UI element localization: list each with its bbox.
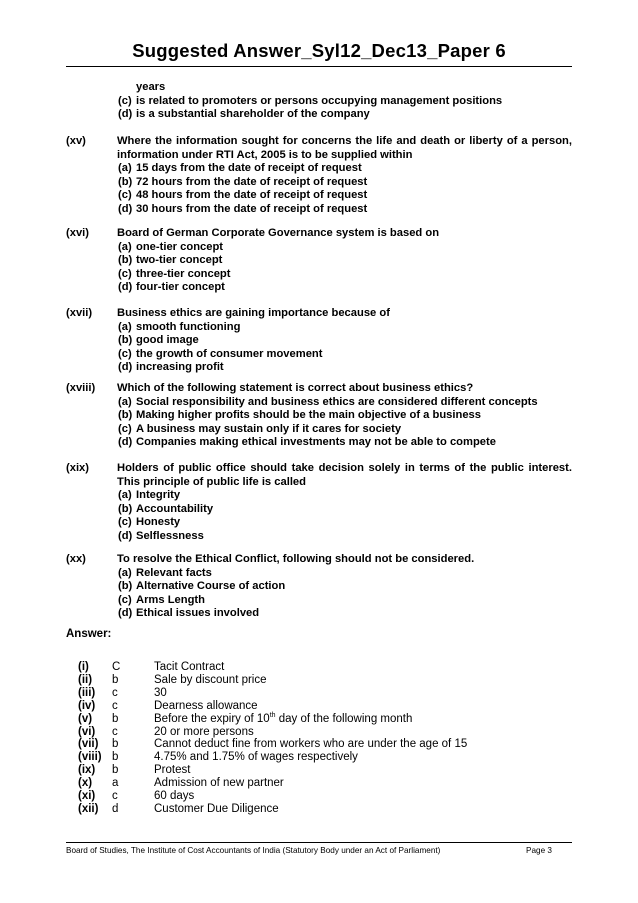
answer-letter: b [112, 712, 119, 725]
question-stem-block [66, 382, 572, 396]
answer-number: (iii) [78, 686, 96, 699]
answer-number: (x) [78, 777, 93, 790]
option-text: 48 hours from the date of receipt of request [136, 189, 368, 201]
option-letter: (c) [118, 593, 132, 606]
option-letter: (d) [118, 436, 133, 448]
option-text: three-tier concept [136, 267, 231, 280]
answer-number: (v) [78, 712, 93, 725]
question-number: (xv) [66, 135, 86, 147]
option-letter: (d) [118, 607, 133, 619]
option-line [118, 281, 225, 295]
option-line [118, 189, 367, 203]
answer-letter: c [112, 725, 118, 738]
option-letter: (d) [118, 202, 133, 215]
option-letter: (d) [118, 281, 133, 293]
option-text: 30 hours from the date of receipt of request [136, 202, 368, 215]
question-stem-block [66, 135, 572, 162]
option-text: Honesty [136, 516, 181, 528]
option-text: smooth functioning [136, 320, 241, 333]
option-line [118, 334, 199, 348]
answer-letter: b [112, 751, 119, 764]
option-text: Alternative Course of action [136, 580, 286, 592]
option-line [118, 594, 205, 608]
option-text: is related to promoters or persons occupying management positions [136, 94, 503, 107]
answer-text [154, 674, 267, 688]
answer-text [154, 713, 412, 727]
footer-page-number: Page 3 [526, 846, 552, 855]
answer-text [154, 700, 258, 714]
question-stem-block [66, 553, 572, 567]
option-line [118, 176, 367, 190]
answer-letter: c [112, 686, 118, 699]
option-letter: (c) [118, 94, 132, 107]
question-stem: To resolve the Ethical Conflict, following should not be considered. [117, 553, 475, 565]
option-text: Arms Length [136, 593, 205, 606]
question-stem: Which of the following statement is correct about business ethics? [117, 382, 474, 394]
option-text: Social responsibility and business ethics are considered different concepts [136, 395, 538, 408]
option-line [118, 241, 223, 255]
answer-text-main: Tacit Contract [154, 661, 225, 673]
question-stem-block [66, 462, 572, 489]
option-letter: (a) [118, 162, 132, 174]
answer-text-main: Dearness allowance [154, 699, 258, 712]
option-line [118, 203, 367, 217]
option-letter: (d) [118, 529, 133, 542]
option-letter: (a) [118, 320, 132, 333]
answer-number: (vii) [78, 738, 99, 751]
option-letter: (c) [118, 516, 132, 528]
answer-number: (ii) [78, 673, 93, 686]
option-line [118, 254, 222, 268]
option-text: Selflessness [136, 529, 204, 542]
option-line [118, 580, 285, 594]
option-text: A business may sustain only if it cares for society [136, 422, 402, 435]
answer-superscript: th [269, 711, 276, 719]
answer-text-main: Cannot deduct fine from workers who are under the age of 15 [154, 738, 468, 751]
answer-text [154, 687, 167, 701]
option-letter: (c) [118, 422, 132, 435]
option-line [118, 516, 180, 530]
option-text: increasing profit [136, 361, 224, 373]
option-line [118, 489, 180, 503]
answer-text-tail: day of the following month [275, 712, 413, 725]
question-number: (xvi) [66, 227, 90, 239]
answer-text [154, 764, 190, 778]
answer-letter: b [112, 738, 119, 751]
question-number: (xvii) [66, 307, 93, 319]
header-divider [66, 66, 572, 67]
option-letter: (a) [118, 240, 132, 253]
option-letter: (a) [118, 566, 132, 579]
question-stem-block [66, 307, 572, 321]
answer-number: (ix) [78, 764, 96, 777]
page-header-title: Suggested Answer_Syl12_Dec13_Paper 6 [132, 40, 506, 61]
option-line [118, 361, 224, 375]
answer-text [154, 803, 279, 817]
option-line [118, 95, 502, 109]
answer-text-main: 4.75% and 1.75% of wages respectively [154, 751, 358, 764]
option-text: is a substantial shareholder of the company [136, 108, 370, 120]
option-letter: (b) [118, 502, 133, 515]
answer-text [154, 661, 224, 675]
option-line [118, 436, 496, 450]
option-line [118, 607, 259, 621]
question-stem: Holders of public office should take decision solely in terms of the public interest. This principle of public life is called [117, 462, 572, 488]
answer-text-main: Customer Due Diligence [154, 802, 279, 815]
option-line [118, 268, 231, 282]
answer-letter: c [112, 790, 118, 802]
option-letter: (d) [118, 108, 133, 120]
option-text: Ethical issues involved [136, 607, 260, 619]
option-letter: (b) [118, 409, 133, 421]
answer-text-main: Admission of new partner [154, 777, 284, 790]
continuation-line: years [136, 81, 166, 93]
question-stem-block [66, 227, 572, 241]
option-text: Relevant facts [136, 566, 212, 579]
option-line [118, 396, 538, 410]
answer-number: (vi) [78, 725, 96, 738]
answer-number: (i) [78, 661, 89, 673]
answer-text-main: 30 [154, 686, 167, 699]
answer-number: (iv) [78, 699, 96, 712]
option-text: the growth of consumer movement [136, 347, 323, 360]
option-letter: (c) [118, 267, 132, 280]
option-line [118, 108, 370, 122]
answer-letter: b [112, 673, 119, 686]
option-text: Companies making ethical investments may not be able to compete [136, 436, 496, 448]
option-letter: (b) [118, 334, 133, 346]
option-letter: (b) [118, 175, 133, 188]
answer-text-main: Sale by discount price [154, 673, 267, 686]
question-number: (xx) [66, 553, 86, 565]
option-text: 15 days from the date of receipt of request [136, 162, 362, 174]
option-letter: (c) [118, 347, 132, 360]
option-line [118, 348, 322, 362]
question-stem: Business ethics are gaining importance because of [117, 307, 390, 319]
question-stem: Board of German Corporate Governance system is based on [117, 227, 440, 239]
option-text: one-tier concept [136, 240, 224, 253]
option-letter: (b) [118, 580, 133, 592]
answer-number: (xi) [78, 790, 96, 802]
option-line [118, 321, 240, 335]
answer-number: (viii) [78, 751, 102, 764]
option-text: four-tier concept [136, 281, 225, 293]
option-text: Integrity [136, 489, 181, 501]
question-number: (xix) [66, 462, 90, 474]
answer-heading: Answer: [66, 628, 112, 640]
answer-text-main: 60 days [154, 790, 195, 802]
option-text: Accountability [136, 502, 214, 515]
option-line [118, 162, 362, 176]
answer-text-main: Protest [154, 764, 191, 777]
option-letter: (a) [118, 395, 132, 408]
answer-text-main: 20 or more persons [154, 725, 254, 738]
answer-number: (xii) [78, 802, 99, 815]
option-letter: (a) [118, 489, 132, 501]
option-line [118, 503, 213, 517]
answer-text [154, 738, 467, 752]
answer-text [154, 751, 358, 765]
option-line [118, 423, 401, 437]
answer-text [154, 790, 194, 804]
option-letter: (c) [118, 189, 132, 201]
footer-institute: Board of Studies, The Institute of Cost Accountants of India (Statutory Body under an Act of Parliament) [66, 846, 441, 855]
option-line [118, 567, 212, 581]
option-text: good image [136, 334, 199, 346]
option-line [118, 409, 481, 423]
option-text: two-tier concept [136, 254, 223, 266]
option-line [118, 530, 204, 544]
answer-letter: a [112, 777, 119, 790]
option-letter: (b) [118, 254, 133, 266]
answer-text [154, 777, 284, 791]
question-stem: Where the information sought for concerns the life and death or liberty of a person, information under RTI Act, 2005 is to be supplied within [117, 135, 572, 161]
answer-letter: b [112, 764, 119, 777]
footer-divider [66, 842, 572, 843]
answer-letter: c [112, 699, 118, 712]
question-number: (xviii) [66, 382, 96, 394]
answer-text-main: Before the expiry of 10 [154, 712, 270, 725]
option-letter: (d) [118, 361, 133, 373]
option-text: 72 hours from the date of receipt of request [136, 175, 368, 188]
answer-text [154, 726, 254, 740]
answer-letter: C [112, 661, 121, 673]
answer-letter: d [112, 802, 119, 815]
option-text: Making higher profits should be the main objective of a business [136, 409, 481, 421]
